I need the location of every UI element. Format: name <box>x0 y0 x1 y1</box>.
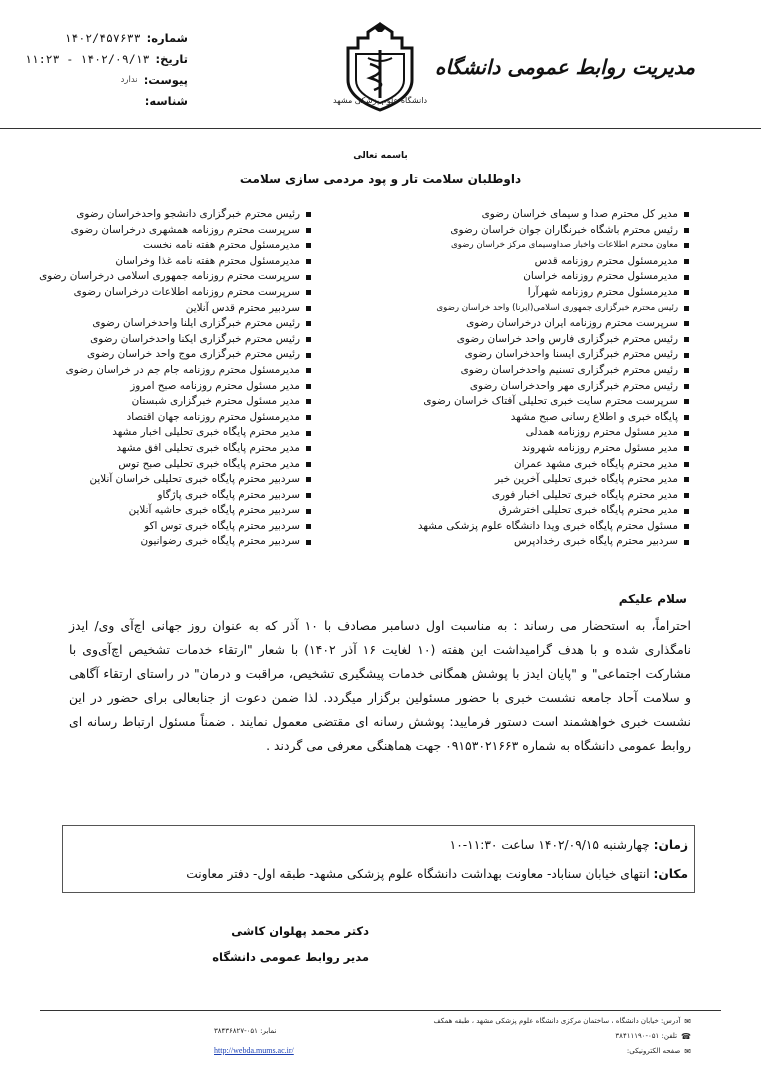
bullet-icon <box>684 321 689 326</box>
date-label: تاریخ: <box>155 52 188 66</box>
recipient-item <box>369 207 689 223</box>
phone-icon: ☎ <box>681 1032 691 1041</box>
recipient-text: مدیر محترم پایگاه خبری تحلیلی آخرین خبر <box>494 473 678 486</box>
recipient-text: رئیس محترم خبرگزاری ایلنا واحدخراسان رضوی <box>92 317 300 330</box>
recipient-item <box>1 472 311 488</box>
recipient-text: سردبیر محترم پایگاه خبری توس اکو <box>144 519 300 532</box>
recipient-item <box>369 316 689 332</box>
recipient-item <box>1 488 311 504</box>
recipient-item <box>369 223 689 239</box>
recipient-text: سردبیر محترم پایگاه خبری تحلیلی خراسان آنلاین <box>89 473 300 486</box>
bullet-icon <box>306 415 311 420</box>
footer-fax: نمابر: ۰۵۱-۳۸۴۳۶۸۲۷ <box>214 1027 277 1035</box>
recipient-item <box>369 503 689 519</box>
recipient-text: مدیر محترم پایگاه خبری تحلیلی اخترشرق <box>498 504 678 517</box>
id-label: شناسه: <box>144 94 188 108</box>
bullet-icon <box>306 524 311 529</box>
recipient-text: رئیس محترم خبرگزاری فارس واحد خراسان رضوی <box>456 332 678 345</box>
footer-divider <box>40 1010 721 1011</box>
bullet-icon <box>684 431 689 436</box>
bullet-icon <box>306 321 311 326</box>
recipient-text: سرپرست محترم روزنامه همشهری درخراسان رضوی <box>70 223 300 236</box>
recipient-text: رئیس محترم خبرگزاری جمهوری اسلامی(ایرنا) واحد خراسان رضوی <box>436 302 678 313</box>
footer-address-row <box>434 1014 692 1029</box>
recipient-text: مدیرمسئول محترم روزنامه جام جم در خراسان رضوی <box>65 363 300 376</box>
recipient-text: مدیرمسئول محترم روزنامه شهرآرا <box>527 285 678 298</box>
recipient-item <box>1 223 311 239</box>
recipient-item <box>1 441 311 457</box>
recipient-item <box>1 238 311 254</box>
bullet-icon <box>306 446 311 451</box>
bullet-icon <box>684 493 689 498</box>
recipient-item <box>369 441 689 457</box>
place-row <box>69 860 688 889</box>
recipient-text: سردبیر محترم پایگاه خبری پاژگاو <box>157 488 300 501</box>
recipient-text: رئیس محترم خبرگزاری ایسنا واحدخراسان رضوی <box>464 348 678 361</box>
time-row <box>69 831 688 860</box>
bullet-icon <box>306 259 311 264</box>
recipient-text: سردبیر محترم پایگاه خبری رضوانیون <box>140 535 300 548</box>
bullet-icon <box>684 353 689 358</box>
envelope-icon: ✉ <box>684 1017 691 1026</box>
recipient-text: مدیر محترم پایگاه خبری تحلیلی افق مشهد <box>116 441 300 454</box>
recipient-item <box>1 316 311 332</box>
signature-block <box>212 918 369 970</box>
attachment-row <box>25 70 188 91</box>
recipient-text: سرپرست محترم روزنامه ایران درخراسان رضوی <box>466 317 678 330</box>
place-label: مکان: <box>653 867 688 881</box>
bullet-icon <box>684 524 689 529</box>
recipient-item <box>369 269 689 285</box>
recipient-text: رئیس محترم خبرگزاری دانشجو واحدخراسان رضوی <box>76 208 300 220</box>
bullet-icon <box>684 306 689 311</box>
recipient-item <box>369 394 689 410</box>
recipient-text: رئیس محترم خبرگزاری مهر واحدخراسان رضوی <box>469 379 678 392</box>
bullet-icon <box>684 509 689 514</box>
recipient-text: رئیس محترم باشگاه خبرنگاران جوان خراسان رضوی <box>450 223 678 236</box>
recipient-text: مدیرمسئول محترم روزنامه جهان اقتصاد <box>126 410 300 423</box>
recipient-item <box>369 254 689 270</box>
bullet-icon <box>306 431 311 436</box>
attachment-label: پیوست: <box>143 73 188 87</box>
recipient-text: سردبیر محترم قدس آنلاین <box>185 301 300 314</box>
number-label: شماره: <box>146 31 188 45</box>
recipient-item <box>369 534 689 550</box>
bullet-icon <box>306 212 311 217</box>
recipient-text: رئیس محترم خبرگزاری ایکنا واحدخراسان رضوی <box>90 332 300 345</box>
recipient-item <box>369 301 689 317</box>
recipient-item <box>369 238 689 254</box>
recipient-item <box>1 347 311 363</box>
bullet-icon <box>684 462 689 467</box>
bullet-icon <box>684 446 689 451</box>
recipient-text: سرپرست محترم روزنامه اطلاعات درخراسان رضوی <box>73 285 300 298</box>
number-value: ۱۴۰۲/۴۵۷۶۳۳ <box>64 31 141 45</box>
recipient-text: مدیرمسئول محترم روزنامه خراسان <box>523 270 678 283</box>
recipient-text: سرپرست محترم روزنامه جمهوری اسلامی درخراسان رضوی <box>39 270 300 283</box>
header-divider <box>0 128 761 129</box>
number-row <box>25 28 188 49</box>
letter-meta <box>25 28 188 112</box>
letter-subject: داوطلبان سلامت تار و پود مردمی سازی سلامت <box>239 172 522 186</box>
bullet-icon <box>306 493 311 498</box>
date-row <box>25 49 188 70</box>
bullet-icon <box>306 337 311 342</box>
recipient-item <box>1 301 311 317</box>
recipient-item <box>369 425 689 441</box>
bullet-icon <box>306 477 311 482</box>
recipient-item <box>1 363 311 379</box>
recipient-text: مدیرمسئول محترم هفته نامه غذا وخراسان <box>115 254 300 267</box>
recipient-text: رئیس محترم خبرگزاری تسنیم واحدخراسان رضوی <box>460 363 678 376</box>
id-row <box>25 91 188 112</box>
recipient-item <box>369 379 689 395</box>
bullet-icon <box>306 243 311 248</box>
bullet-icon <box>684 368 689 373</box>
recipient-item <box>1 457 311 473</box>
bullet-icon <box>684 243 689 248</box>
recipient-item <box>1 254 311 270</box>
recipient-text: مدیر مسئول محترم روزنامه صبح امروز <box>130 379 300 392</box>
bullet-icon <box>684 259 689 264</box>
recipient-item <box>1 534 311 550</box>
recipient-item <box>1 394 311 410</box>
recipient-item <box>1 269 311 285</box>
recipient-item <box>1 410 311 426</box>
recipient-item <box>369 285 689 301</box>
website-link[interactable]: http://webda.mums.ac.ir/ <box>214 1046 294 1055</box>
bullet-icon <box>306 290 311 295</box>
bullet-icon <box>306 540 311 545</box>
bullet-icon <box>684 212 689 217</box>
footer-phone: تلفن: ۰۵۱-۳۸۴۱۱۱۹۰ <box>615 1032 678 1040</box>
footer-phone-row <box>434 1029 692 1044</box>
bullet-icon <box>306 509 311 514</box>
recipient-text: پایگاه خبری و اطلاع رسانی صبح مشهد <box>510 410 678 423</box>
recipient-item <box>369 457 689 473</box>
letter-body: احتراماً، به استحضار می رساند : به مناسبت اول دسامبر مصادف با ۱۰ آذر که به عنوان روز جهانی اچ‌آی وی/ ایدز نامگذاری شده و با هدف گرامیداشت این هفته (۱۰ لغایت ۱۶ آذر ۱۴۰۲) با شعار "ارتقاء خدمات تشخیص اچ‌آی‌وی با مشارکت اجتماعی" و "پایان ایدز با پوشش همگانی خدمات پیشگیری تشخیص، مراقبت و درمان" در راستای ارتقاء آگاهی و سلامت آحاد جامعه نشست خبری با حضور مسئولین برگزار میگردد. لذا ضمن دعوت از جنابعالی برای حضور در این نشست خبری خواهشمند است دستور فرمایید: پوشش رسانه ای مقتضی معمول نمایند . ضمناً مسئول ارتباط رسانه ای روابط عمومی دانشگاه به شماره ۰۹۱۵۳۰۲۱۶۶۳ جهت هماهنگی معرفی می گردند . <box>69 618 691 753</box>
recipient-text: مدیر محترم پایگاه خبری تحلیلی صبح توس <box>118 457 300 470</box>
bullet-icon <box>306 399 311 404</box>
globe-icon: ✉ <box>684 1047 691 1056</box>
recipient-item <box>1 379 311 395</box>
recipient-item <box>369 363 689 379</box>
place-value: انتهای خیابان سناباد- معاونت بهداشت دانشگاه علوم پزشکی مشهد- طبقه اول- دفتر معاونت <box>186 867 650 881</box>
bullet-icon <box>684 540 689 545</box>
bullet-icon <box>306 353 311 358</box>
footer-web-label: صفحه الکترونیکی: <box>626 1047 681 1055</box>
attachment-value: ندارد <box>120 75 138 85</box>
recipient-item <box>369 347 689 363</box>
recipient-item <box>1 519 311 535</box>
recipient-text: مدیر مسئول محترم روزنامه شهروند <box>521 441 678 454</box>
recipient-item <box>1 207 311 223</box>
recipient-item <box>1 425 311 441</box>
bullet-icon <box>684 290 689 295</box>
logo-caption: دانشگاه علوم پزشکی مشهد <box>332 96 428 105</box>
recipient-item <box>369 332 689 348</box>
org-title: مدیریت روابط عمومی دانشگاه <box>434 55 695 79</box>
bullet-icon <box>684 228 689 233</box>
bullet-icon <box>684 415 689 420</box>
recipient-item <box>1 503 311 519</box>
recipient-item <box>369 410 689 426</box>
bullet-icon <box>306 228 311 233</box>
recipient-item <box>369 472 689 488</box>
recipient-item <box>1 285 311 301</box>
bullet-icon <box>306 275 311 280</box>
recipient-item <box>1 332 311 348</box>
recipient-text: رئیس محترم خبرگزاری موج واحد خراسان رضوی <box>86 348 300 361</box>
recipient-text: مدیر محترم پایگاه خبری تحلیلی اخبار مشهد <box>112 426 300 439</box>
signer-title: مدیر روابط عمومی دانشگاه <box>212 950 369 964</box>
recipient-text: مدیر محترم پایگاه خبری مشهد عمران <box>514 457 678 470</box>
recipients-left-column <box>1 207 311 550</box>
recipient-text: معاون محترم اطلاعات واخبار صداوسیمای مرکز خراسان رضوی <box>451 240 678 251</box>
recipient-text: مدیر مسئول محترم خبرگزاری شبستان <box>131 395 300 408</box>
footer-web-row <box>434 1044 692 1059</box>
bullet-icon <box>684 477 689 482</box>
recipient-item <box>369 519 689 535</box>
event-info-box <box>62 825 695 893</box>
bullet-icon <box>684 337 689 342</box>
bullet-icon <box>684 384 689 389</box>
recipient-text: مدیرمسئول محترم هفته نامه نخست <box>142 239 300 252</box>
recipient-text: مسئول محترم پایگاه خبری ویدا دانشگاه علوم پزشکی مشهد <box>417 519 678 532</box>
recipient-text: مدیر مسئول محترم روزنامه همدلی <box>525 426 678 439</box>
bullet-icon <box>306 306 311 311</box>
date-value: ۱۴۰۲/۰۹/۱۳ - ۱۱:۲۳ <box>24 52 150 66</box>
bullet-icon <box>306 462 311 467</box>
bismillah: باسمه تعالی <box>353 151 408 161</box>
recipient-text: سردبیر محترم پایگاه خبری رخداد‌پرس <box>513 535 678 548</box>
recipient-text: سردبیر محترم پایگاه خبری حاشیه آنلاین <box>128 504 300 517</box>
bullet-icon <box>306 384 311 389</box>
bullet-icon <box>684 275 689 280</box>
recipient-text: سرپرست محترم سایت خبری تحلیلی آفتاک خراسان رضوی <box>423 395 678 408</box>
footer-contact <box>434 1014 692 1059</box>
time-label: زمان: <box>653 838 688 852</box>
recipient-item <box>369 488 689 504</box>
bullet-icon <box>306 368 311 373</box>
time-value: چهارشنبه ۱۴۰۲/۰۹/۱۵ ساعت ۱۱:۳۰-۱۰ <box>449 838 650 852</box>
recipient-text: مدیر محترم پایگاه خبری تحلیلی اخبار فوری <box>491 488 678 501</box>
bullet-icon <box>684 399 689 404</box>
recipient-text: مدیرمسئول محترم روزنامه قدس <box>534 254 678 267</box>
signer-name: دکتر محمد پهلوان کاشی <box>231 924 369 938</box>
recipients-right-column <box>369 207 689 550</box>
recipient-text: مدیر کل محترم صدا و سیمای خراسان رضوی <box>481 208 678 220</box>
greeting: سلام علیکم <box>618 592 687 606</box>
footer-address: آدرس: خیابان دانشگاه ، ساختمان مرکزی دانشگاه علوم پزشکی مشهد ، طبقه همکف <box>433 1017 681 1025</box>
